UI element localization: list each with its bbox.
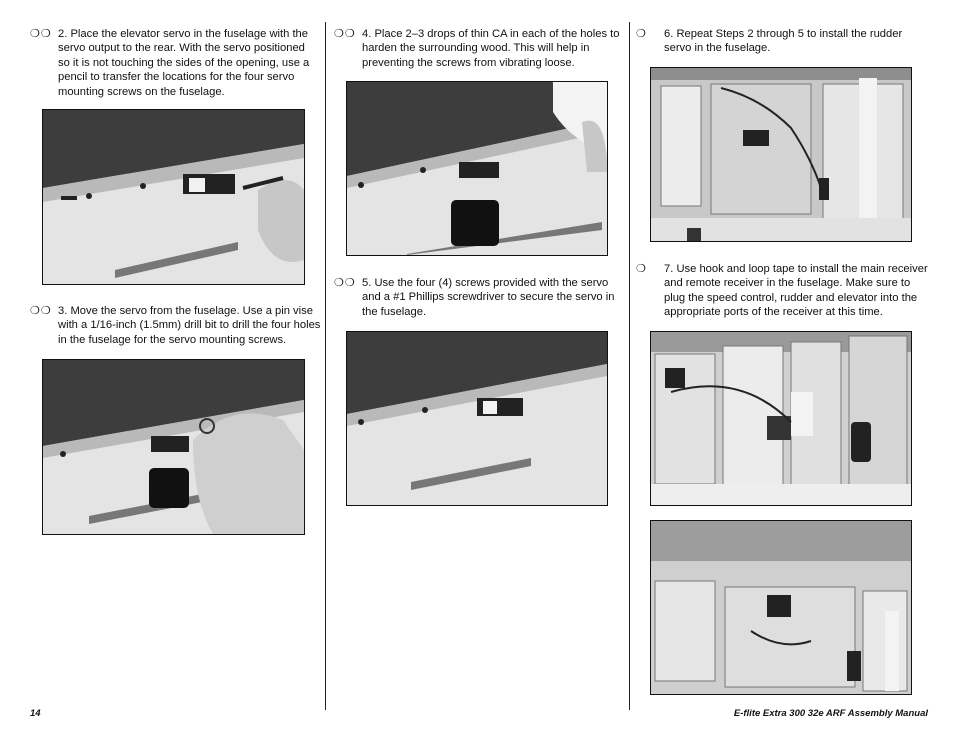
step-checkboxes[interactable]: ❍ [636, 263, 647, 275]
step-3 [30, 304, 322, 348]
step-checkboxes[interactable]: ❍ [636, 28, 647, 40]
step-text: 3. Move the servo from the fuselage. Use a pin vise with a 1/16-inch (1.5mm) drill bit to drill the four holes in the fuselage for the servo mounting screws. [58, 305, 321, 346]
step-checkboxes[interactable]: ❍❍ [334, 28, 356, 40]
photo-elevator-servo-marking [42, 109, 305, 285]
step-text: 2. Place the elevator servo in the fuselage with the servo output to the rear. With the servo positioned so it is not touching the sides of the opening, use a pencil to transfer the locations for the four servo mounting screws on the fuselage. [58, 28, 310, 98]
photo-receiver-installed-bottom [650, 520, 912, 695]
step-text: 6. Repeat Steps 2 through 5 to install the rudder servo in the fuselage. [664, 28, 903, 55]
step-checkboxes[interactable]: ❍❍ [334, 277, 356, 289]
column-divider [325, 22, 326, 710]
step-text: 4. Place 2–3 drops of thin CA in each of the holes to harden the surrounding wood. This will help in preventing the screws from vibrating loose. [362, 28, 620, 69]
step-checkboxes[interactable]: ❍❍ [30, 305, 52, 317]
photo-applying-ca [346, 81, 608, 256]
photo-receiver-installed-top [650, 331, 912, 506]
step-checkboxes[interactable]: ❍❍ [30, 28, 52, 40]
photo-servo-secured [346, 331, 608, 506]
manual-title: E-flite Extra 300 32e ARF Assembly Manual [733, 708, 928, 719]
step-text: 5. Use the four (4) screws provided with the servo and a #1 Phillips screwdriver to secure the servo in the fuselage. [362, 277, 615, 318]
step-text: 7. Use hook and loop tape to install the main receiver and remote receiver in the fuselage. Make sure to plug the speed control, rudder and elevator into the appropriate ports of the receiver at this time. [664, 263, 928, 319]
step-4 [334, 27, 624, 71]
step-5 [334, 276, 624, 320]
step-7 [636, 262, 928, 320]
photo-rudder-servo-installed [650, 67, 912, 242]
step-6 [636, 27, 926, 57]
page-number: 14 [30, 708, 41, 719]
photo-drilling-holes [42, 359, 305, 535]
step-2 [30, 27, 314, 99]
column-divider [629, 22, 630, 710]
